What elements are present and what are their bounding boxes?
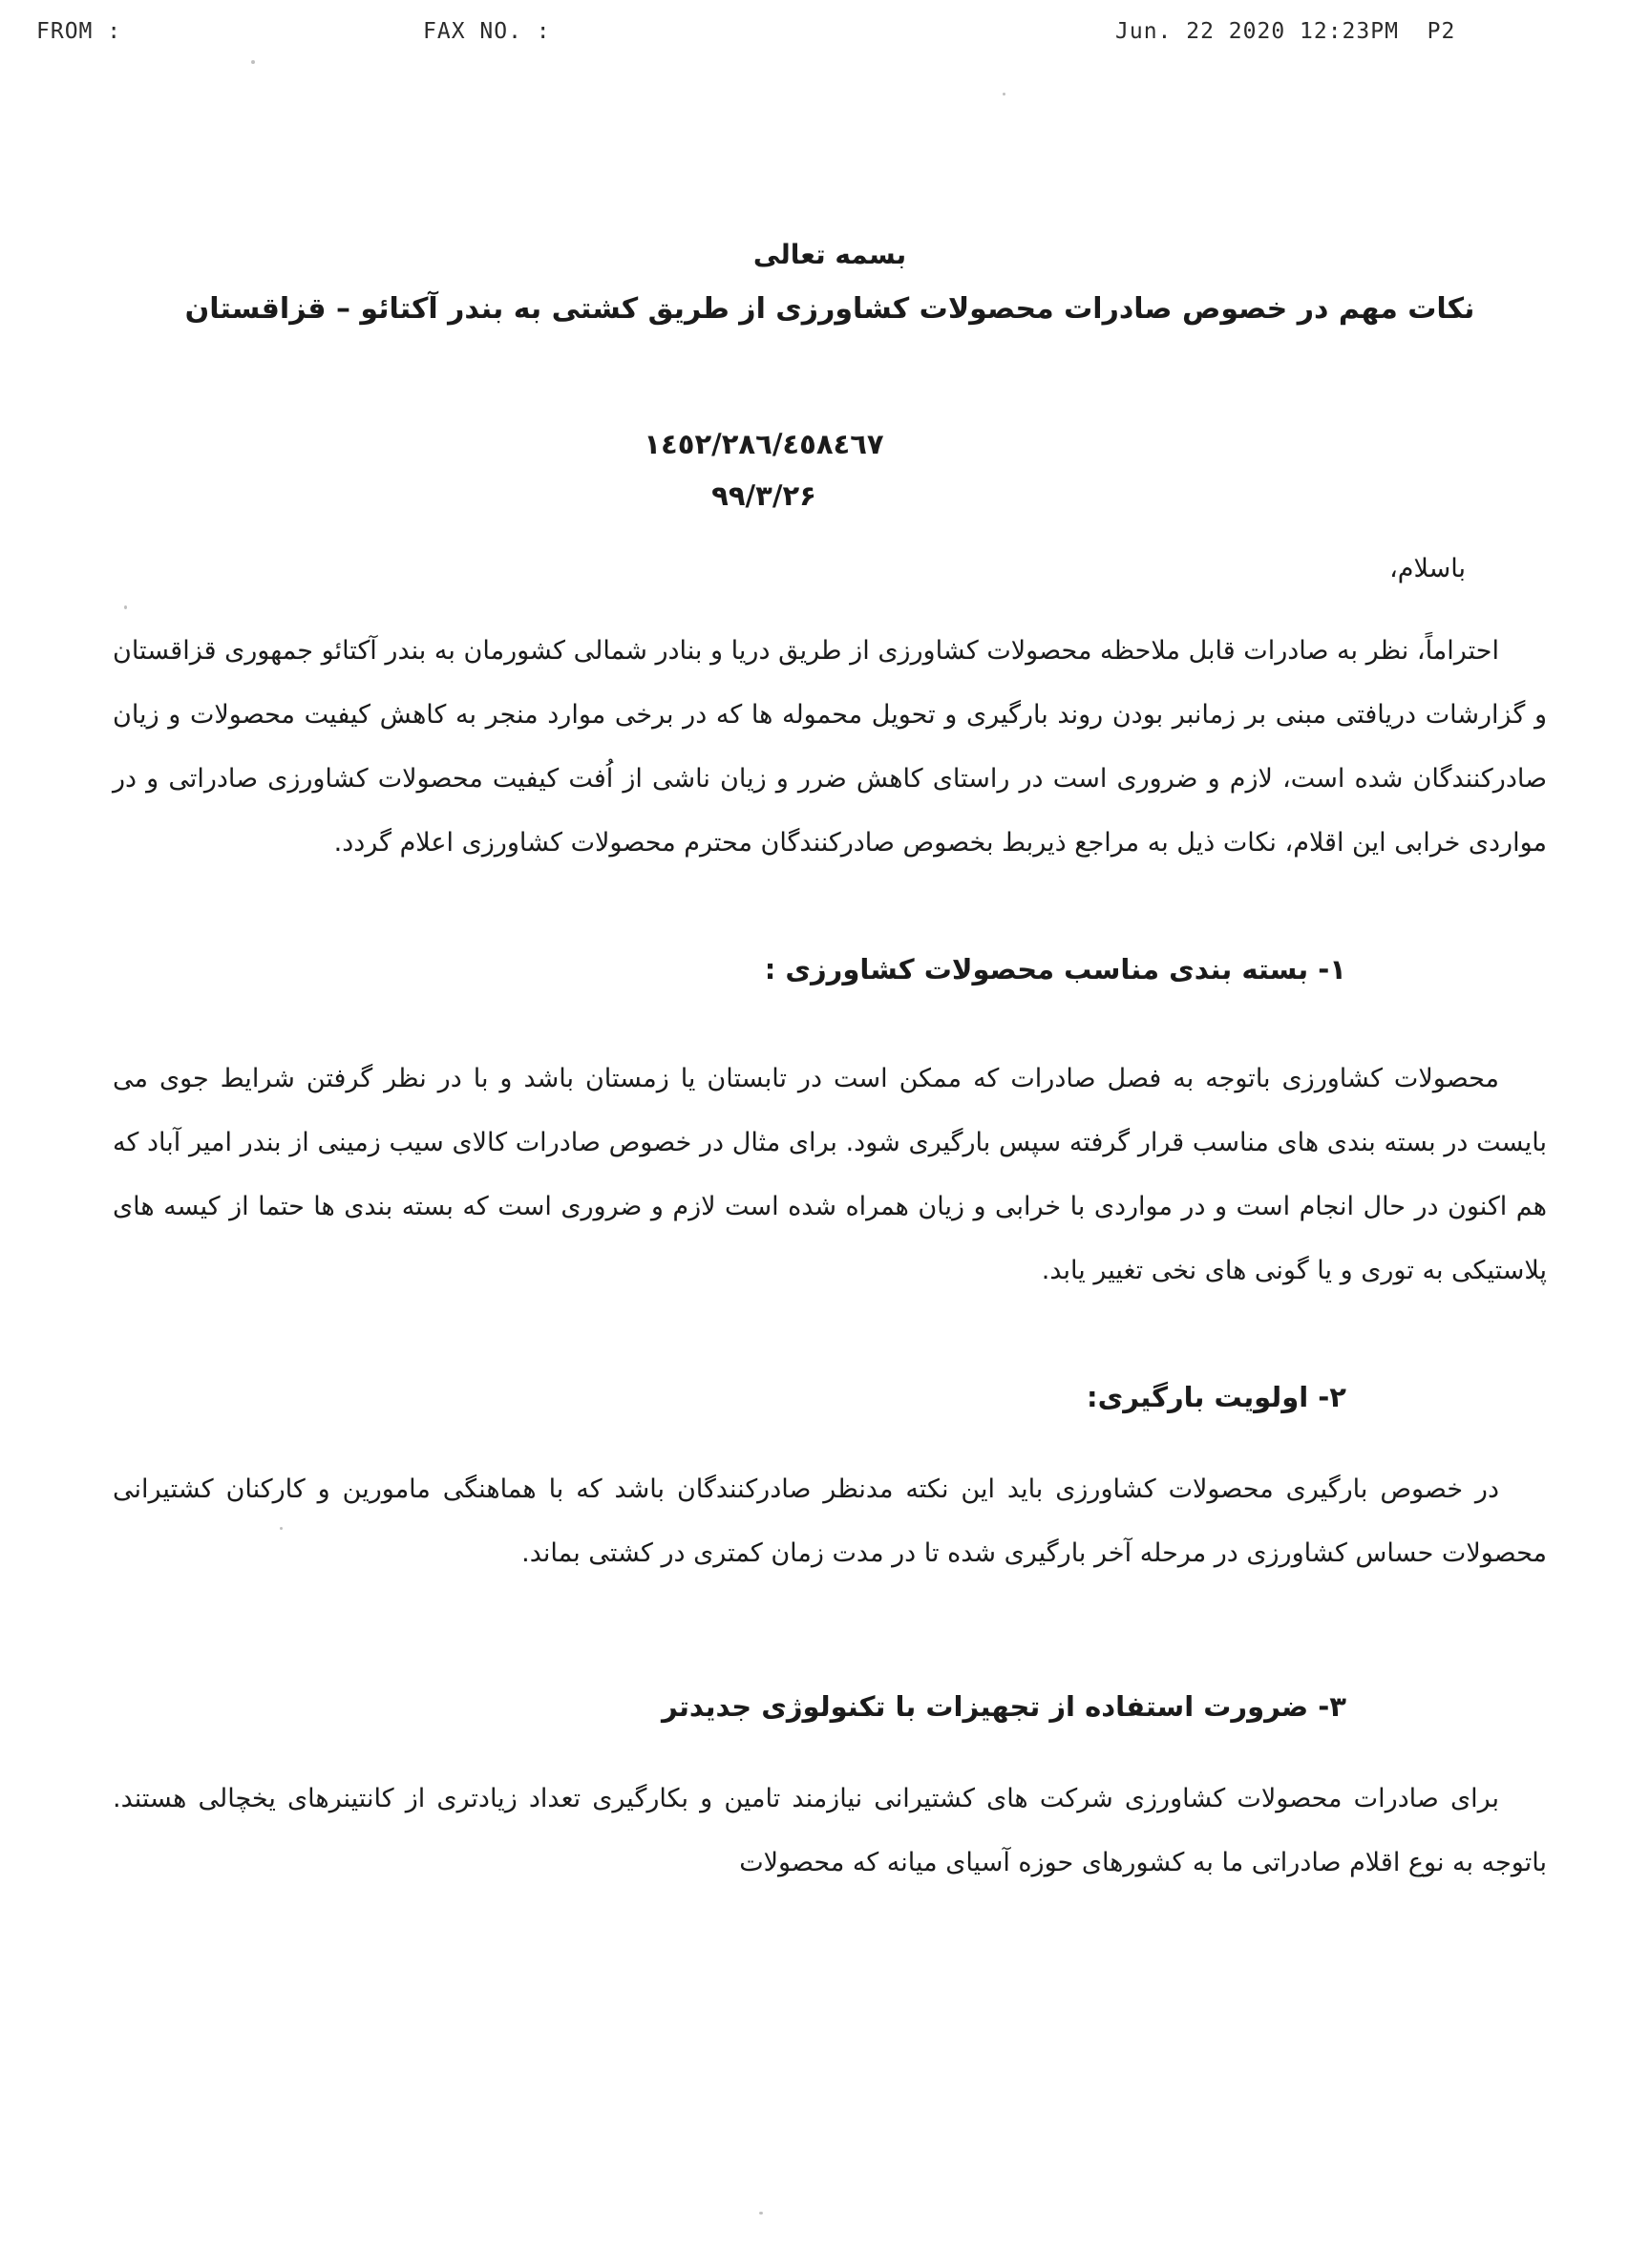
scan-artifact	[280, 1527, 283, 1530]
scan-artifact	[124, 605, 127, 609]
reference-number: ١٤٥٢/٢٨٦/٤٥٨٤٦٧	[644, 428, 884, 460]
section-2-heading: ۲- اولویت بارگیری:	[1087, 1381, 1346, 1413]
salutation: باسلام،	[1389, 554, 1466, 583]
intro-paragraph: احتراماً، نظر به صادرات قابل ملاحظه محصولات کشاورزی از طریق دریا و بنادر شمالی کشورمان به بندر آکتائو جمهوری قزاقستان و گزارشات دریافتی مبنی بر زمانبر بودن روند بارگیری و تحویل محموله ها که در برخی موارد منجر به کاهش کیفیت محصولات و زیان صادرکنندگان شده است، لازم و ضروری است در راستای کاهش ضرر و زیان ناشی از اُفت کیفیت محصولات کشاورزی صادراتی و در مواردی خرابی این اقلام، نکات ذیل به مراجع ذیربط بخصوص صادرکنندگان محترم محصولات کشاورزی اعلام گردد.	[113, 636, 1547, 858]
fax-from-label: FROM :	[36, 19, 122, 44]
section-3-heading: ۳- ضرورت استفاده از تجهیزات با تکنولوژی جدیدتر	[661, 1690, 1346, 1723]
scan-artifact	[1003, 93, 1005, 95]
scan-artifact	[759, 2212, 763, 2215]
fax-number-label: FAX NO. :	[423, 19, 551, 44]
section-3-body: برای صادرات محصولات کشاورزی شرکت های کشتیرانی نیازمند تامین و بکارگیری تعداد زیادتری از کانتینرهای یخچالی هستند. باتوجه به نوع اقلام صادراتی ما به کشورهای حوزه آسیای میانه که محصولات	[113, 1784, 1547, 1877]
fax-timestamp: Jun. 22 2020 12:23PM P2	[1115, 19, 1456, 44]
section-2-body: در خصوص بارگیری محصولات کشاورزی باید این نکته مدنظر صادرکنندگان باشد که با هماهنگی مامورین و کارکنان کشتیرانی محصولات حساس کشاورزی در مرحله آخر بارگیری شده تا در مدت زمان کمتری در کشتی بماند.	[113, 1474, 1547, 1568]
bismillah-line: بسمه تعالی	[752, 239, 907, 270]
section-1-heading: ۱- بسته بندی مناسب محصولات کشاورزی :	[764, 953, 1346, 986]
section-1-body: محصولات کشاورزی باتوجه به فصل صادرات که ممکن است در تابستان یا زمستان باشد و با در نظر گرفتن شرایط جوی می بایست در بسته بندی های مناسب قرار گرفته سپس بارگیری شود. برای مثال در خصوص صادرات کالای سیب زمینی از بندر امیر آباد که هم اکنون در حال انجام است و در مواردی با خرابی و زیان همراه شده است لازم و ضروری است که بسته بندی ها حتما از کیسه های پلاستیکی به توری و یا گونی های نخی تغییر یابد.	[113, 1064, 1547, 1285]
letter-content	[113, 0, 1547, 2268]
document-date: ۹۹/۳/۲۶	[711, 479, 816, 512]
reference-block	[113, 418, 1547, 521]
document-title: نکات مهم در خصوص صادرات محصولات کشاورزی از طریق کشتی به بندر آکتائو – قزاقستان	[184, 292, 1475, 326]
scan-artifact	[251, 60, 255, 64]
